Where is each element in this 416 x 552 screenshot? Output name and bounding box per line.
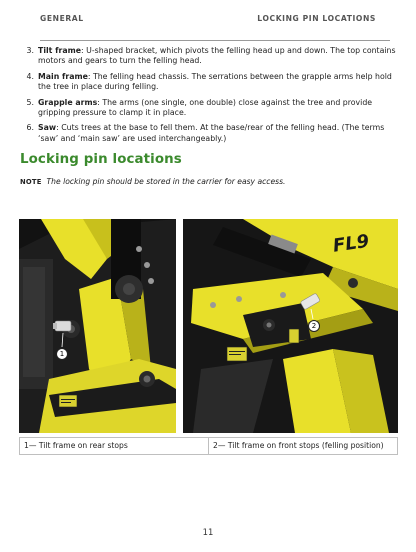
photo-tilt-frame-front-stops [183,219,398,433]
caption-cell-1: 1— Tilt frame on rear stops [24,441,128,450]
list-item-text [38,123,396,143]
note-text: The locking pin should be stored in the carrier for easy access. [46,177,286,186]
list-item-number: 5. [26,97,34,107]
list-item [24,72,396,92]
note [20,177,285,186]
list-item-desc: : The arms (one single, one double) close against the tree and provide gripping pressure to clamp it in place. [38,97,373,117]
list-item [24,98,396,118]
header-rule [40,40,390,41]
page-number: 11 [202,527,214,537]
caption-table [19,437,398,455]
running-header-left: GENERAL [40,14,84,23]
photo-tilt-frame-rear-stops [19,219,176,433]
list-item-number: 3. [26,46,34,55]
list-item-text [38,98,396,118]
component-list [24,46,396,149]
note-label: NOTE [20,178,42,186]
caption-cell-2: 2— Tilt frame on front stops (felling position) [208,438,397,454]
fl9-logo: FL9 [331,230,371,257]
callout-marker-2: 2 [308,320,320,332]
list-item-term: Tilt frame [38,46,82,55]
list-item-number: 4. [26,71,34,81]
list-item-desc: : U-shaped bracket, which pivots the felling head up and down. The top contains motors and gears to turn the felling head. [38,46,396,66]
list-item [24,123,396,143]
photo-rear-illustration [19,219,176,433]
list-item-text [38,72,396,92]
list-item [24,46,396,66]
list-item-desc: : The felling head chassis. The serrations between the grapple arms help hold the tree in place during felling. [38,71,392,91]
list-item-term: Saw [38,123,57,133]
list-item-term: Main frame [38,71,88,81]
list-item-desc: : Cuts trees at the base to fell them. At the base/rear of the felling head. (The terms ‘saw’ and ‘main saw’ are used interchangeably.) [38,123,385,143]
callout-marker-1: 1 [56,348,68,360]
list-item-text [38,46,396,66]
photo-front-illustration [183,219,398,433]
running-header-right: LOCKING PIN LOCATIONS [257,14,376,23]
section-title: Locking pin locations [20,152,182,167]
list-item-number: 6. [26,123,34,133]
list-item-term: Grapple arms [38,97,98,107]
